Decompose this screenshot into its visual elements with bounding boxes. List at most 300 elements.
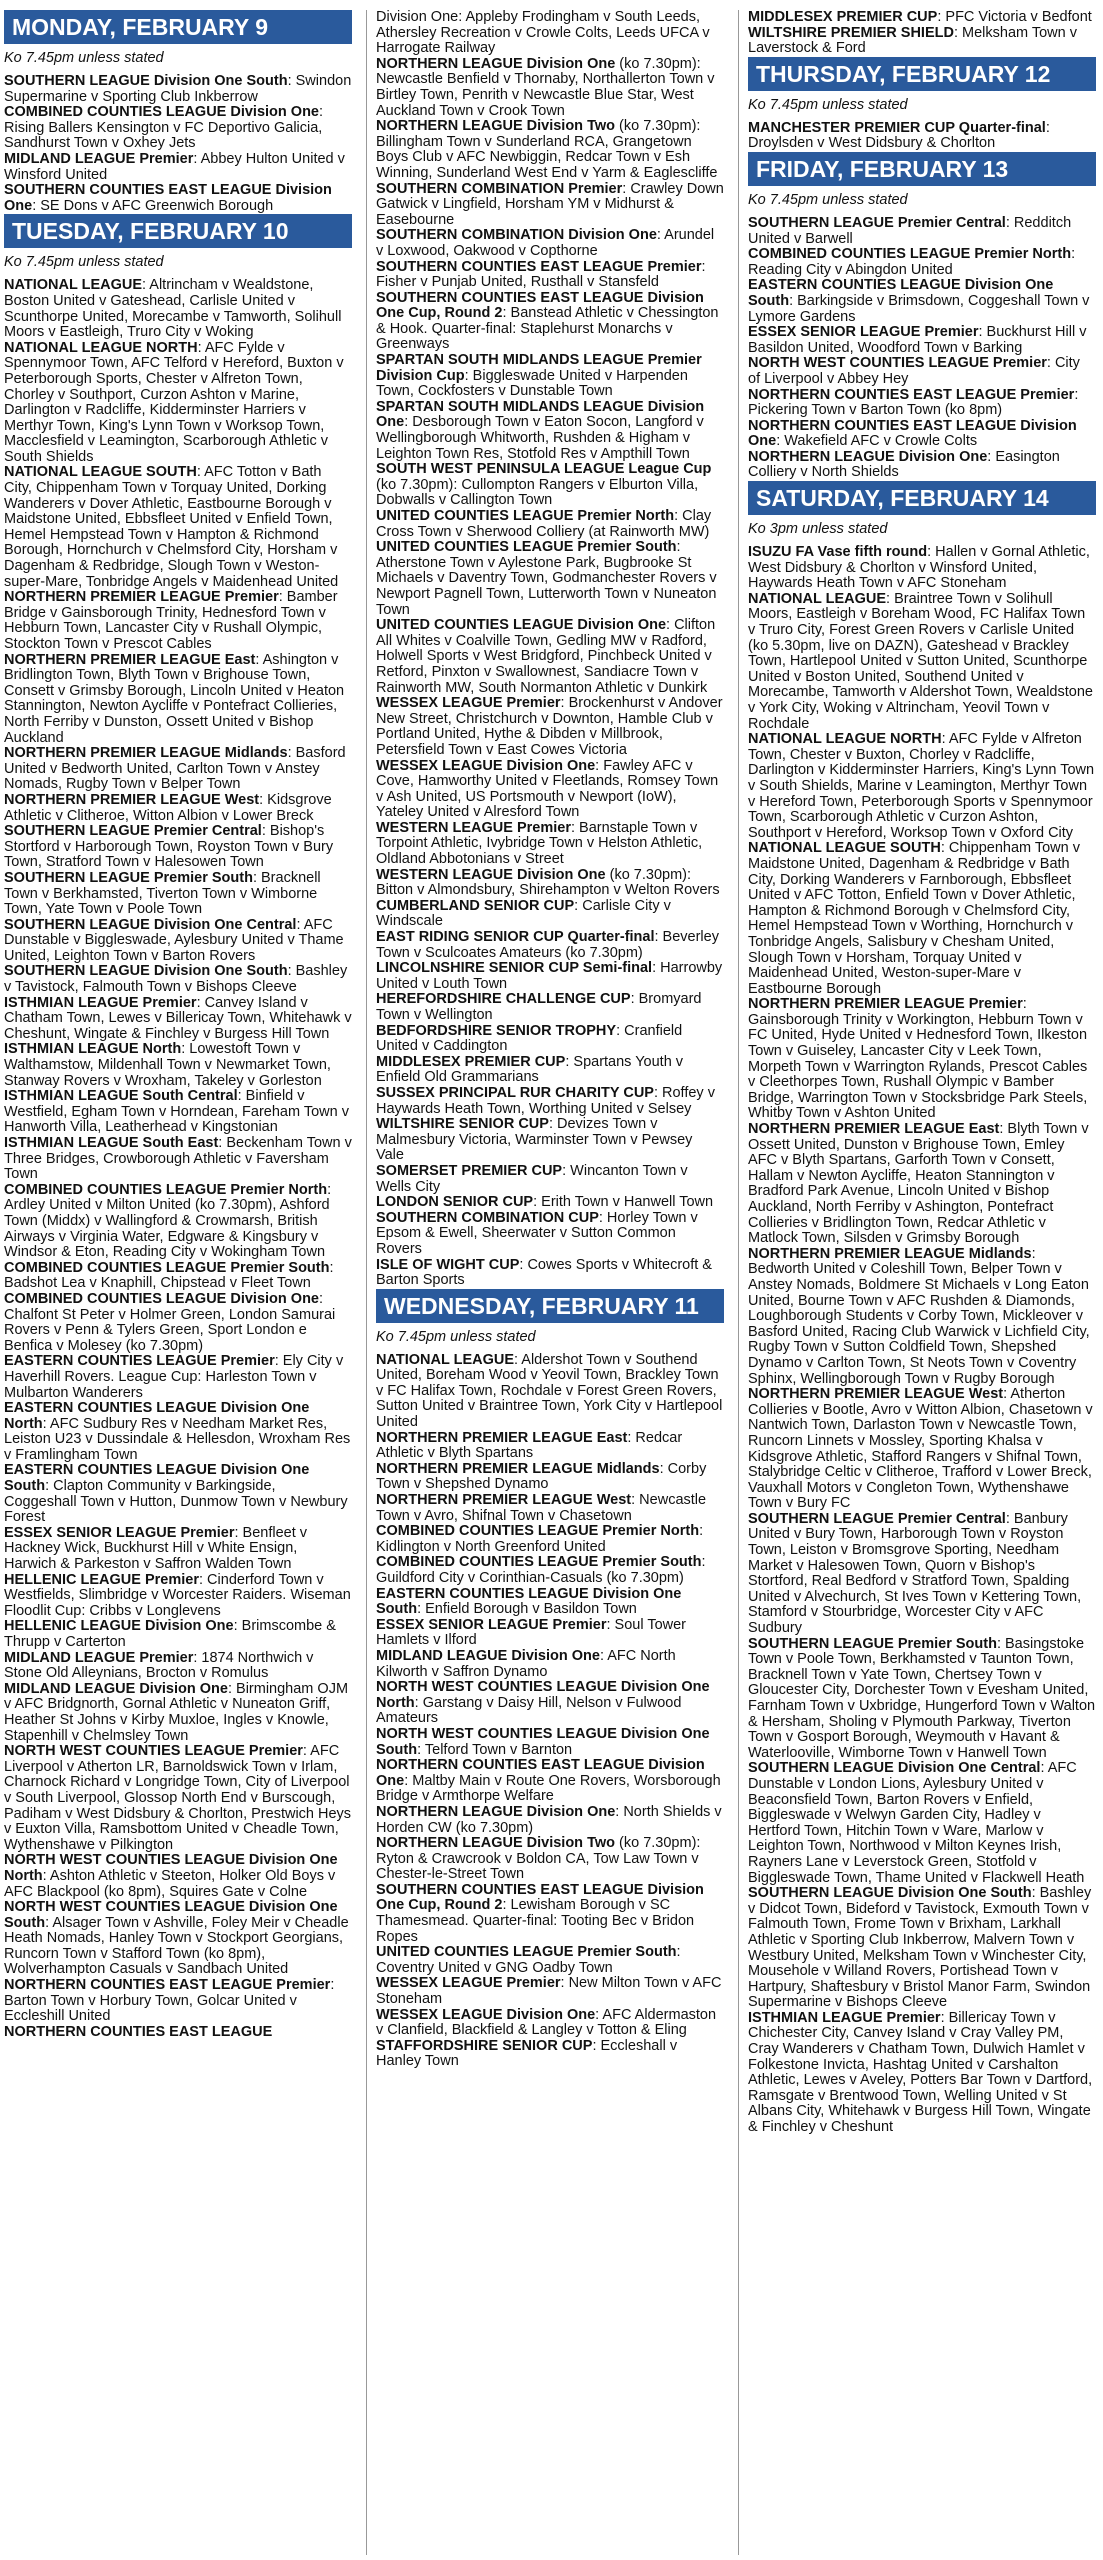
competition-name: MIDDLESEX PREMIER CUP	[376, 1053, 566, 1070]
fixture-entry	[376, 509, 724, 540]
fixture-entry	[748, 247, 1096, 278]
competition-name: COMBINED COUNTIES LEAGUE Premier North	[748, 246, 1072, 263]
fixture-entry	[4, 1463, 352, 1525]
fixture-list: : Swindon Supermarine v Sporting Club Inkberrow	[4, 73, 352, 105]
competition-name: NORTHERN COUNTIES EAST LEAGUE Premier	[748, 386, 1075, 403]
fixture-list: (ko 7.30pm): Billingham Town v Sunderland RCA, Grangetown Boys Club v AFC Newbiggin, Redcar Town v Esh Winning, Sunderland West End v Yarm & Eaglescliffe	[376, 118, 718, 181]
fixture-list: (ko 7.30pm): Ryton & Crawcrook v Boldon CA, Tow Law Town v Chester-le-Street Town	[376, 1835, 701, 1883]
competition-name: HELLENIC LEAGUE Premier	[4, 1571, 199, 1588]
day-heading: WEDNESDAY, FEBRUARY 11	[376, 1289, 724, 1323]
fixture-entry	[376, 961, 724, 992]
fixture-list: : Clapton Community v Barkingside, Coggeshall Town v Hutton, Dunmow Town v Newbury Forest	[4, 1478, 348, 1526]
competition-name: NORTHERN PREMIER LEAGUE Midlands	[748, 1245, 1032, 1262]
fixture-entry	[376, 1086, 724, 1117]
fixture-list: : Easington Colliery v North Shields	[748, 448, 1060, 481]
fixture-list: : Buckhurst Hill v Basildon United, Woodford Town v Barking	[748, 324, 1087, 356]
kickoff-note: Ko 7.45pm unless stated	[748, 96, 908, 113]
fixture-entry	[4, 996, 352, 1043]
fixture-list: : AFC North Kilworth v Saffron Dynamo	[376, 1647, 676, 1680]
fixture-list: : Bracknell Town v Berkhamsted, Tiverton Town v Wimborne Town, Yate Town v Poole Town	[4, 869, 321, 918]
fixture-entry	[376, 57, 724, 119]
fixture-list: : AFC Aldermaston v Clanfield, Blackfield & Langley v Totton & Eling	[376, 2006, 717, 2039]
fixture-list: : Fisher v Punjab United, Rusthall v Stansfeld	[376, 258, 706, 291]
fixture-entry	[4, 465, 352, 590]
competition-name: NATIONAL LEAGUE	[4, 277, 143, 294]
fixture-entry	[376, 1883, 724, 1945]
competition-name: NORTHERN PREMIER LEAGUE Midlands	[376, 1460, 660, 1477]
competition-name: SOUTHERN COUNTIES EAST LEAGUE Division One Cup, Round 2	[376, 1881, 704, 1914]
competition-name: NORTHERN PREMIER LEAGUE East	[748, 1121, 1000, 1138]
fixture-entry	[748, 1637, 1096, 1762]
fixture-list: : Harrowby United v Louth Town	[376, 960, 723, 992]
fixture-list: : Droylsden v West Didsbury & Chorlton	[748, 119, 1050, 152]
competition-name: NORTHERN LEAGUE Division One	[748, 448, 988, 465]
fixture-list: : Bamber Bridge v Gainsborough Trinity, Hednesford Town v Hebburn Town, Lancaster City v Rushall Olympic, Stockton Town v Prescot Cables	[4, 589, 338, 652]
fixture-entry	[376, 119, 724, 181]
fixture-entry	[4, 1401, 352, 1463]
column-1	[4, 10, 352, 2040]
column-3	[748, 10, 1096, 2136]
fixture-list: : Redcar Athletic v Blyth Spartans	[376, 1429, 683, 1462]
competition-name: ISLE OF WIGHT CUP	[376, 1256, 520, 1273]
competition-name: NORTHERN LEAGUE Division One	[376, 55, 616, 72]
fixture-list: : Atherstone Town v Aylestone Park, Bugbrooke St Michaels v Daventry Town, Godmanchester Rovers v Newport Pagnell Town, Lutterworth Town v Nuneaton Town	[376, 539, 717, 618]
fixture-entry	[376, 821, 724, 868]
fixture-entry	[4, 152, 352, 183]
fixture-list: : Gainsborough Trinity v Workington, Hebburn Town v FC United, Hyde United v Hednesford Town, Ilkeston Town v Guiseley, Lancaster City v Leek Town, Morpeth Town v Warrington Rylands, Prescot Cables v Cleethorpes Town, Rushall Olympic v Bamber Bridge, Warrington Town v Stocksbridge Park Steels, Whitby Town v Ashton United	[748, 996, 1088, 1122]
competition-name: SOUTHERN LEAGUE Premier Central	[748, 1510, 1006, 1527]
fixture-list: : Banbury United v Bury Town, Harborough Town v Royston Town, Leiston v Bromsgrove Sporting, Needham Market v Halesowen Town, Quorn v Bishop's Stortford, Real Bedford v Stratford Town, Spalding United v Alvechurch, St Ives Town v Kettering Town, Stamford v Stourbridge, Worcester City v AFC Sudbury	[748, 1510, 1082, 1637]
fixture-list: : Badshot Lea v Knaphill, Chipstead v Fleet Town	[4, 1259, 334, 1292]
column-divider	[366, 10, 367, 2555]
kickoff-note: Ko 7.45pm unless stated	[4, 50, 164, 66]
competition-name: MANCHESTER PREMIER CUP Quarter-final	[748, 119, 1046, 136]
competition-name: WESSEX LEAGUE Division One	[376, 2006, 596, 2023]
fixture-list: : Enfield Borough v Basildon Town	[417, 1601, 637, 1618]
fixture-list: : Ardley United v Milton United (ko 7.30pm), Ashford Town (Middx) v Wallingford & Crowmarsh, British Airways v Virginia Water, Edgware & Kingsbury v Windsor & Eton, Reading City v Wokingham Town	[4, 1181, 332, 1261]
competition-name: NORTHERN LEAGUE Division One	[376, 1803, 616, 1820]
fixture-entry	[4, 1682, 352, 1744]
fixture-list: : Coventry United v GNG Oadby Town	[376, 1944, 681, 1976]
competition-name: SUSSEX PRINCIPAL RUR CHARITY CUP	[376, 1084, 654, 1101]
column-divider	[738, 10, 739, 2555]
fixture-list: : Lewisham Borough v SC Thamesmead. Quarter-final: Tooting Bec v Bridon Ropes	[376, 1897, 695, 1945]
fixture-list: : Corby Town v Shepshed Dynamo	[376, 1460, 707, 1493]
fixture-list: : Billericay Town v Chichester City, Canvey Island v Cray Valley PM, Cray Wanderers v Chatham Town, Dulwich Hamlet v Folkestone Invicta, Hashtag United v Carshalton Athletic, Lewes v Aveley, Potters Bar Town v Dartford, Ramsgate v Brentwood Town, Welling United v St Albans City, Whitehawk v Burgess Hill Town, Wingate & Finchley v Cheshunt	[748, 2009, 1093, 2136]
competition-name: NORTHERN COUNTIES EAST LEAGUE Premier	[4, 1977, 331, 1994]
fixture-list: : Carlisle City v Windscale	[376, 897, 671, 930]
fixture-entry	[376, 696, 724, 758]
fixture-entry	[4, 793, 352, 824]
fixture-entry	[748, 1761, 1096, 1886]
competition-name: SOUTHERN COUNTIES EAST LEAGUE Division One Cup, Round 2	[376, 289, 704, 322]
competition-name: HELLENIC LEAGUE Division One	[4, 1618, 234, 1635]
competition-name: SOUTH WEST PENINSULA LEAGUE League Cup	[376, 461, 712, 478]
fixture-list: : Bromyard Town v Wellington	[376, 991, 702, 1023]
competition-name: WESSEX LEAGUE Premier	[376, 1975, 561, 1992]
competition-name: MIDLAND LEAGUE Division One	[376, 1647, 600, 1664]
fixture-entry	[748, 1512, 1096, 1637]
fixture-entry	[376, 182, 724, 229]
competition-name: UNITED COUNTIES LEAGUE Division One	[376, 617, 667, 634]
fixture-entry	[748, 732, 1096, 841]
fixture-entry	[4, 1089, 352, 1136]
competition-name: SOUTHERN COUNTIES EAST LEAGUE Premier	[376, 258, 702, 275]
fixture-entry	[376, 868, 724, 899]
fixture-list: : Spartans Youth v Enfield Old Grammarians	[376, 1053, 684, 1086]
fixture-list: : Arundel v Loxwood, Oakwood v Copthorne	[376, 227, 715, 259]
fixture-list: : Newcastle Town v Avro, Shifnal Town v Chasetown	[376, 1492, 707, 1524]
kickoff-note: Ko 7.45pm unless stated	[4, 254, 164, 271]
fixture-entry	[376, 1727, 724, 1758]
competition-name: NORTHERN PREMIER LEAGUE East	[4, 651, 256, 668]
fixture-entry	[748, 841, 1096, 997]
fixture-list: : PFC Victoria v Bedfont	[937, 9, 1092, 25]
competition-name: SOUTHERN LEAGUE Premier South	[748, 1635, 997, 1652]
competition-name: MIDDLESEX PREMIER CUP	[748, 9, 938, 25]
competition-name: NORTH WEST COUNTIES LEAGUE Premier	[4, 1743, 303, 1760]
day-heading: SATURDAY, FEBRUARY 14	[748, 481, 1096, 515]
competition-name: EASTERN COUNTIES LEAGUE Division One South	[4, 1462, 310, 1495]
fixture-list: : Beckenham Town v Three Bridges, Crowborough Athletic v Faversham Town	[4, 1135, 352, 1183]
fixture-entry	[748, 1122, 1096, 1247]
competition-name: SOMERSET PREMIER CUP	[376, 1162, 563, 1179]
fixture-list: : Hallen v Gornal Athletic, West Didsbury & Chorlton v Winsford United, Haywards Heath Town v AFC Stoneham	[748, 544, 1090, 592]
fixture-list: : Abbey Hulton United v Winsford United	[4, 150, 345, 183]
competition-name: WESSEX LEAGUE Division One	[376, 757, 596, 774]
fixture-entry	[4, 74, 352, 105]
fixture-entry	[4, 1354, 352, 1401]
fixture-entry	[376, 1649, 724, 1680]
fixture-list: : City of Liverpool v Abbey Hey	[748, 355, 1080, 387]
fixture-entry	[748, 997, 1096, 1122]
fixture-entry	[376, 10, 724, 57]
fixture-list: : Pickering Town v Barton Town (ko 8pm)	[748, 386, 1079, 419]
fixture-list: : Reading City v Abingdon United	[748, 246, 1076, 278]
fixture-entry	[376, 1976, 724, 2007]
competition-name: NORTHERN COUNTIES EAST LEAGUE	[4, 2023, 273, 2040]
fixture-entry	[4, 2025, 352, 2041]
fixture-entry	[376, 1055, 724, 1086]
competition-name: ISTHMIAN LEAGUE Premier	[748, 2009, 941, 2026]
fixture-entry	[376, 1164, 724, 1195]
competition-name: NORTHERN LEAGUE Division Two	[376, 118, 615, 135]
kickoff-note: Ko 7.45pm unless stated	[748, 191, 908, 208]
competition-name: ESSEX SENIOR LEAGUE Premier	[748, 324, 979, 341]
fixture-entry	[748, 356, 1096, 387]
fixture-entry	[748, 388, 1096, 419]
fixture-entry	[376, 2039, 724, 2070]
fixture-list: : AFC Dunstable v London Lions, Aylesbury United v Beaconsfield Town, Barton Rovers v Enfield, Biggleswade v Welwyn Garden City, Hadley v Hertford Town, Hitchin Town v Ware, Marlow v Leighton Town, Northwood v Milton Keynes Irish, Rayners Lane v Leverstock Green, Stotfold v Biggleswade Town, Thame United v Flackwell Heath	[748, 1760, 1085, 1886]
fixture-list: : Barton Town v Horbury Town, Golcar United v Eccleshill United	[4, 1977, 335, 2025]
fixture-entry	[376, 540, 724, 618]
fixture-list: : Barnstaple Town v Torpoint Athletic, Ivybridge Town v Helston Athletic, Oldland Abbotonians v Street	[376, 819, 703, 868]
competition-name: NORTHERN COUNTIES EAST LEAGUE Division One	[376, 1757, 705, 1789]
competition-name: UNITED COUNTIES LEAGUE Premier South	[376, 1944, 677, 1961]
competition-name: NORTHERN COUNTIES EAST LEAGUE Division One	[748, 417, 1077, 450]
competition-name: SOUTHERN COMBINATION CUP	[376, 1209, 599, 1226]
competition-name: NORTHERN PREMIER LEAGUE West	[376, 1492, 632, 1509]
fixture-list: : Braintree Town v Solihull Moors, Eastleigh v Boreham Wood, FC Halifax Town v Truro City, Forest Green Rovers v Carlisle United (ko 5.30pm, live on DAZN), Gateshead v Brackley Town, Hartlepool United v Sutton United, Scunthorpe United v Boston United, Southend United v Morecambe, Tamworth v Aldershot Town, Wealdstone v York City, Woking v Altrincham, Yeovil Town v Rochdale	[748, 590, 1093, 732]
fixture-list: : Kidlington v North Greenford United	[376, 1523, 704, 1555]
fixture-entry	[376, 1618, 724, 1649]
fixture-entry	[376, 618, 724, 696]
fixture-list: : Basingstoke Town v Poole Town, Berkhamsted v Taunton Town, Bracknell Town v Yate Town, Chertsey Town v Gloucester City, Dorchester Town v Evesham United, Farnham Town v Uxbridge, Hungerford Town v Walton & Hersham, Sholing v Plymouth Parkway, Tiverton Town v Gosport Borough, Weymouth v Havant & Waterlooville, Wimborne Town v Hanwell Town	[748, 1635, 1096, 1761]
fixture-entry	[4, 1744, 352, 1853]
fixture-list: : Bishop's Stortford v Harborough Town, Royston Town v Bury Town, Stratford Town v Halesowen Town	[4, 823, 334, 871]
competition-name: ISTHMIAN LEAGUE North	[4, 1041, 182, 1058]
fixture-entry	[376, 1024, 724, 1055]
fixture-list: : Bashley v Tavistock, Falmouth Town v Bishops Cleeve	[4, 963, 348, 996]
fixture-list: : AFC Sudbury Res v Needham Market Res, Leiston U23 v Dussindale & Hellesdon, Wroxham Res v Framlingham Town	[4, 1415, 351, 1463]
fixture-list: : Brockenhurst v Andover New Street, Christchurch v Downton, Hamble Club v Portland United, Hythe & Dibden v Millbrook, Petersfield Town v East Cowes Victoria	[376, 695, 723, 758]
competition-name: MIDLAND LEAGUE Premier	[4, 150, 194, 167]
competition-name: NATIONAL LEAGUE	[748, 590, 887, 607]
fixture-entry	[4, 1853, 352, 1900]
fixture-list: : AFC Totton v Bath City, Chippenham Town v Torquay United, Dorking Wanderers v Dover Athletic, Eastbourne Borough v Maidstone United, Ebbsfleet United v Enfield Town, Hemel Hempstead Town v Hampton & Richmond Borough, Hornchurch v Chelmsford City, Horsham v Dagenham & Redbridge, Slough Town v Weston-super-Mare, Tonbridge Angels v Maidenhead United	[4, 464, 339, 590]
fixture-list: : Birmingham OJM v AFC Bridgnorth, Gornal Athletic v Nuneaton Griff, Heather St Johns v Kirby Muxloe, Ingles v Knowle, Stapenhill v Chelmsley Town	[4, 1680, 349, 1744]
fixture-list: : AFC Liverpool v Atherton LR, Barnoldswick Town v Irlam, Charnock Richard v Longridge Town, City of Liverpool v South Liverpool, Glossop North End v Burscough, Padiham v West Didsbury & Chorlton, Prestwich Heys v Euxton Villa, Ramsbottom United v Cheadle Town, Wythenshawe v Pilkington	[4, 1743, 352, 1853]
fixture-list: : Wakefield AFC v Crowle Colts	[776, 433, 978, 450]
fixture-entry	[748, 450, 1096, 481]
day-heading: TUESDAY, FEBRUARY 10	[4, 214, 352, 248]
fixture-entry	[4, 1292, 352, 1354]
fixture-entry	[4, 590, 352, 652]
day-heading: MONDAY, FEBRUARY 9	[4, 10, 352, 44]
fixture-list: : Brimscombe & Thrupp v Carterton	[4, 1618, 336, 1650]
fixture-entry	[748, 419, 1096, 450]
fixture-entry	[748, 1886, 1096, 2011]
competition-name: NORTHERN PREMIER LEAGUE Premier	[4, 589, 279, 606]
fixture-entry	[4, 1900, 352, 1978]
fixture-list: : Barkingside v Brimsdown, Coggeshall Town v Lymore Gardens	[748, 292, 1090, 325]
fixture-list: : Desborough Town v Eaton Socon, Langford v Wellingborough Whitworth, Rushden & Higham v Leighton Town Res, Stotfold Res v Ampthill Town	[376, 414, 704, 462]
competition-name: SOUTHERN LEAGUE Division One Central	[748, 1760, 1041, 1777]
competition-name: WESSEX LEAGUE Premier	[376, 695, 561, 712]
competition-name: NATIONAL LEAGUE SOUTH	[748, 840, 941, 857]
fixture-list: : Bashley v Didcot Town, Bideford v Tavistock, Exmouth Town v Falmouth Town, Frome Town v Brixham, Larkhall Athletic v Sporting Club Inkberrow, Malvern Town v Westbury United, Melksham Town v Winchester City, Mousehole v Willand Rovers, Portishead Town v Hartpury, Shaftesbury v Bristol Manor Farm, Swindon Supermarine v Bishops Cleeve	[748, 1885, 1092, 2011]
competition-name: SOUTHERN LEAGUE Division One South	[4, 73, 288, 89]
fixture-list: : Maltby Main v Route One Rovers, Worsborough Bridge v Armthorpe Welfare	[376, 1772, 721, 1805]
fixture-list: : Basford United v Bedworth United, Carlton Town v Anstey Nomads, Rugby Town v Belper Town	[4, 745, 346, 793]
fixture-list: : AFC Fylde v Spennymoor Town, AFC Telford v Hereford, Buxton v Peterborough Sports, Chester v Alfreton Town, Chorley v Southport, Curzon Ashton v Marine, Darlington v Radcliffe, Kidderminster Harriers v Merthyr Town, King's Lynn Town v Worksop Town, Macclesfield v Leamington, Scarborough Athletic v South Shields	[4, 339, 344, 465]
fixture-list: : New Milton Town v AFC Stoneham	[376, 1975, 722, 2008]
fixture-list: : Chalfont St Peter v Holmer Green, London Samurai Rovers v Penn & Tylers Green, Sport London e Benfica v Molesey (ko 7.30pm)	[4, 1290, 336, 1354]
fixture-list: : Cranfield United v Caddington	[376, 1022, 683, 1055]
fixture-entry	[748, 26, 1096, 57]
fixture-entry	[748, 1387, 1096, 1512]
fixture-list: : Altrincham v Wealdstone, Boston United v Gateshead, Carlisle United v Scunthorpe United, Morecambe v Tamworth, Solihull Moors v Eastleigh, Truro City v Woking	[4, 277, 342, 341]
competition-name: NORTH WEST COUNTIES LEAGUE Division One South	[4, 1899, 338, 1931]
competition-name: MIDLAND LEAGUE Premier	[4, 1649, 194, 1666]
fixture-entry	[4, 183, 352, 214]
fixture-list: : North Shields v Horden CW (ko 7.30pm)	[376, 1803, 722, 1836]
fixture-entry	[376, 759, 724, 821]
fixture-entry	[376, 1945, 724, 1976]
fixture-list: : Rising Ballers Kensington v FC Deportivo Galicia, Sandhurst Town v Oxhey Jets	[4, 104, 324, 152]
fixture-list: (ko 7.30pm): Bitton v Almondsbury, Shirehampton v Welton Rovers	[376, 866, 720, 899]
fixture-list: : Guildford City v Corinthian-Casuals (ko 7.30pm)	[376, 1554, 706, 1586]
fixture-entry	[4, 278, 352, 340]
fixture-list: : Clifton All Whites v Coalville Town, Gedling MW v Radford, Holwell Sports v West Bridgford, Pinchbeck United v Retford, Pinxton v Swallownest, Sandiacre Town v Rainworth MW, South Normanton Athletic v Dunkirk	[376, 617, 716, 696]
competition-name: NORTHERN PREMIER LEAGUE East	[376, 1429, 628, 1446]
fixture-entry	[376, 1258, 724, 1289]
competition-name: NATIONAL LEAGUE SOUTH	[4, 464, 197, 481]
fixture-entry	[748, 2011, 1096, 2136]
fixture-entry	[376, 1195, 724, 1211]
competition-name: WESTERN LEAGUE Division One	[376, 866, 606, 883]
competition-name: WILTSHIRE SENIOR CUP	[376, 1116, 549, 1133]
competition-name: STAFFORDSHIRE SENIOR CUP	[376, 2037, 593, 2054]
fixture-entry	[376, 462, 724, 509]
fixture-list: : Aldershot Town v Southend United, Boreham Wood v Yeovil Town, Brackley Town v FC Halifax Town, Rochdale v Forest Green Rovers, Sutton United v Braintree Town, York City v Hartlepool United	[376, 1351, 723, 1431]
fixture-entry	[748, 325, 1096, 356]
competition-name: NORTHERN PREMIER LEAGUE Premier	[748, 996, 1023, 1013]
fixture-entry	[4, 653, 352, 747]
fixture-entry	[376, 1431, 724, 1462]
kickoff-note: Ko 3pm unless stated	[748, 521, 888, 538]
fixture-entry	[376, 1493, 724, 1524]
fixture-entry	[4, 1573, 352, 1620]
fixture-entry	[4, 918, 352, 965]
fixture-entry	[4, 871, 352, 918]
day-heading: THURSDAY, FEBRUARY 12	[748, 57, 1096, 91]
fixture-entry	[4, 1978, 352, 2025]
fixture-list: : Lowestoft Town v Walthamstow, Mildenhall Town v Newmarket Town, Stanway Rovers v Wroxham, Takeley v Gorleston	[4, 1041, 331, 1089]
competition-name: EASTERN COUNTIES LEAGUE Division One South	[748, 277, 1054, 309]
fixture-list: : Telford Town v Barnton	[417, 1741, 573, 1758]
competition-name: SOUTHERN LEAGUE Division One South	[4, 963, 288, 980]
fixture-entry	[748, 1247, 1096, 1387]
fixture-list: : Redditch United v Barwell	[748, 214, 1072, 247]
fixture-list: : Beverley Town v Sculcoates Amateurs (ko 7.30pm)	[376, 929, 719, 961]
fixture-list: : SE Dons v AFC Greenwich Borough	[32, 197, 274, 214]
competition-name: BEDFORDSHIRE SENIOR TROPHY	[376, 1022, 617, 1039]
competition-name: EASTERN COUNTIES LEAGUE Division One North	[4, 1400, 310, 1432]
fixture-entry	[376, 1758, 724, 1805]
fixture-entry	[4, 746, 352, 793]
competition-name: CUMBERLAND SENIOR CUP	[376, 897, 575, 914]
fixture-list: Division One: Appleby Frodingham v South Leeds, Athersley Recreation v Crowle Colts, Leeds UFCA v Harrogate Railway	[376, 9, 710, 57]
fixture-entry	[748, 545, 1096, 592]
fixture-entry	[376, 1462, 724, 1493]
competition-name: SOUTHERN LEAGUE Division One Central	[4, 916, 297, 933]
fixture-list: : Benfleet v Hackney Wick, Buckhurst Hill v White Ensign, Harwich & Parkeston v Saffron Walden Town	[4, 1524, 308, 1573]
competition-name: ISTHMIAN LEAGUE South Central	[4, 1088, 238, 1105]
fixture-entry	[4, 1042, 352, 1089]
fixture-entry	[4, 964, 352, 995]
competition-name: COMBINED COUNTIES LEAGUE Premier South	[376, 1554, 702, 1571]
competition-name: SOUTHERN LEAGUE Premier Central	[4, 823, 262, 840]
fixture-list: : Crawley Down Gatwick v Lingfield, Horsham YM v Midhurst & Easebourne	[376, 180, 724, 228]
fixture-list: : AFC Dunstable v Biggleswade, Aylesbury United v Thame United, Leighton Town v Barton Rovers	[4, 916, 344, 964]
fixture-list: : 1874 Northwich v Stone Old Alleynians, Brocton v Romulus	[4, 1649, 314, 1682]
fixture-list: : Binfield v Westfield, Egham Town v Horndean, Fareham Town v Hanworth Villa, Leatherhead v Kingstonian	[4, 1088, 349, 1136]
competition-name: ESSEX SENIOR LEAGUE Premier	[4, 1524, 235, 1541]
competition-name: MIDLAND LEAGUE Division One	[4, 1680, 228, 1697]
fixture-list: : Fawley AFC v Cove, Hamworthy United v Fleetlands, Romsey Town v Ash United, US Portsmouth v Newport (IoW), Yateley United v Alresford Town	[376, 757, 719, 821]
fixture-entry	[4, 1526, 352, 1573]
competition-name: LINCOLNSHIRE SENIOR CUP Semi-final	[376, 960, 653, 977]
fixture-list: : Soul Tower Hamlets v Ilford	[376, 1616, 686, 1649]
fixture-entry	[748, 278, 1096, 325]
fixture-list: : Clay Cross Town v Sherwood Colliery (at Rainworth MW)	[376, 508, 712, 540]
competition-name: NATIONAL LEAGUE	[376, 1351, 515, 1368]
fixture-entry	[4, 1651, 352, 1682]
fixture-list: (ko 7.30pm): Cullompton Rangers v Elburton Villa, Dobwalls v Callington Town	[376, 476, 699, 509]
fixture-entry	[376, 1680, 724, 1727]
competition-name: ESSEX SENIOR LEAGUE Premier	[376, 1616, 607, 1633]
fixture-list: : Alsager Town v Ashville, Foley Meir v Cheadle Heath Nomads, Hanley Town v Stockport Georgians, Runcorn Town v Stafford Town (ko 8pm), Wolverhampton Casuals v Sandbach United	[4, 1914, 349, 1978]
fixture-entry	[4, 824, 352, 871]
competition-name: WILTSHIRE PREMIER SHIELD	[748, 24, 954, 41]
fixture-list: : Banstead Athletic v Chessington & Hook. Quarter-final: Staplehurst Monarchs v Greenways	[376, 305, 719, 353]
fixture-entry	[4, 1183, 352, 1261]
competition-name: UNITED COUNTIES LEAGUE Premier North	[376, 508, 675, 524]
competition-name: SOUTHERN COMBINATION Division One	[376, 227, 657, 244]
fixture-entry	[376, 1836, 724, 1883]
fixture-entry	[376, 400, 724, 462]
fixture-list: : Atherton Collieries v Bootle, Avro v Witton Albion, Chasetown v Nantwich Town, Darlaston Town v Newcastle Town, Runcorn Linnets v Mossley, Sporting Khalsa v Kidsgrove Athletic, Stafford Rangers v Shifnal Town, Stalybridge Celtic v Clitheroe, Trafford v Lower Breck, Vauxhall Motors v Congleton Town, Wythenshawe Town v Bury FC	[748, 1386, 1093, 1512]
fixture-list: : Devizes Town v Malmesbury Victoria, Warminster Town v Pewsey Vale	[376, 1116, 693, 1164]
competition-name: ISUZU FA Vase fifth round	[748, 544, 928, 561]
competition-name: NATIONAL LEAGUE NORTH	[748, 731, 942, 748]
fixture-entry	[376, 930, 724, 961]
competition-name: HEREFORDSHIRE CHALLENGE CUP	[376, 991, 631, 1008]
fixture-list: (ko 7.30pm): Newcastle Benfield v Thornaby, Northallerton Town v Birtley Town, Penrith v Newcastle Blue Star, West Auckland Town v Crook Town	[376, 55, 715, 119]
fixture-entry	[748, 10, 1096, 26]
competition-name: SOUTHERN LEAGUE Division One South	[748, 1885, 1032, 1902]
fixture-entry	[376, 1211, 724, 1258]
competition-name: SOUTHERN LEAGUE Premier Central	[748, 214, 1006, 231]
competition-name: NORTHERN PREMIER LEAGUE West	[748, 1386, 1004, 1403]
fixture-entry	[376, 2008, 724, 2039]
fixture-list: : Erith Town v Hanwell Town	[533, 1194, 714, 1211]
competition-name: WESTERN LEAGUE Premier	[376, 819, 571, 836]
fixture-entry	[376, 1555, 724, 1586]
kickoff-note: Ko 7.45pm unless stated	[376, 1328, 536, 1345]
fixture-entry	[4, 341, 352, 466]
competition-name: NORTH WEST COUNTIES LEAGUE Division One South	[376, 1725, 710, 1758]
competition-name: EASTERN COUNTIES LEAGUE Division One South	[376, 1585, 682, 1618]
fixture-entry	[4, 105, 352, 152]
fixture-entry	[376, 353, 724, 400]
fixture-entry	[376, 228, 724, 259]
fixture-entry	[4, 1619, 352, 1650]
fixture-list: : Wincanton Town v Wells City	[376, 1162, 688, 1195]
competition-name: COMBINED COUNTIES LEAGUE Division One	[4, 1290, 319, 1307]
fixture-entry	[376, 1117, 724, 1164]
competition-name: LONDON SENIOR CUP	[376, 1194, 534, 1211]
fixture-entry	[376, 1524, 724, 1555]
fixture-list: : Garstang v Daisy Hill, Nelson v Fulwood Amateurs	[376, 1694, 682, 1727]
competition-name: EASTERN COUNTIES LEAGUE Premier	[4, 1353, 275, 1370]
competition-name: COMBINED COUNTIES LEAGUE Premier South	[4, 1259, 330, 1276]
fixture-list: : Ashington v Bridlington Town, Blyth Town v Brighouse Town, Consett v Grimsby Borough, Lincoln United v Heaton Stannington, Newton Aycliffe v Pontefract Collieries, North Ferriby v Dunston, Ossett United v Bishop Auckland	[4, 651, 345, 746]
fixture-entry	[376, 992, 724, 1023]
fixture-entry	[4, 1136, 352, 1183]
competition-name: ISTHMIAN LEAGUE South East	[4, 1135, 219, 1151]
fixture-entry	[376, 1805, 724, 1836]
fixture-list: : Ely City v Haverhill Rovers. League Cup: Harleston Town v Mulbarton Wanderers	[4, 1353, 344, 1401]
fixture-list: : Biggleswade United v Harpenden Town, Cockfosters v Dunstable Town	[376, 367, 688, 400]
competition-name: NORTH WEST COUNTIES LEAGUE Division One North	[376, 1679, 710, 1711]
fixture-list: : Bedworth United v Coleshill Town, Belper Town v Anstey Nomads, Boldmere St Michaels v Long Eaton United, Bourne Town v AFC Rushden & Diamonds, Loughborough Students v Corby Town, Mickleover v Basford United, Racing Club Warwick v Lichfield City, Rugby Town v Sutton Coldfield Town, Shepshed Dynamo v Carlton Town, St Neots Town v Coventry Sphinx, Wellingborough Town v Rugby Borough	[748, 1245, 1090, 1387]
fixture-list: : Ashton Athletic v Steeton, Holker Old Boys v AFC Blackpool (ko 8pm), Squires Gate v Colne	[4, 1867, 336, 1900]
competition-name: SPARTAN SOUTH MIDLANDS LEAGUE Division One	[376, 398, 705, 431]
competition-name: NORTH WEST COUNTIES LEAGUE Division One North	[4, 1852, 338, 1884]
competition-name: COMBINED COUNTIES LEAGUE Premier North	[376, 1523, 700, 1540]
